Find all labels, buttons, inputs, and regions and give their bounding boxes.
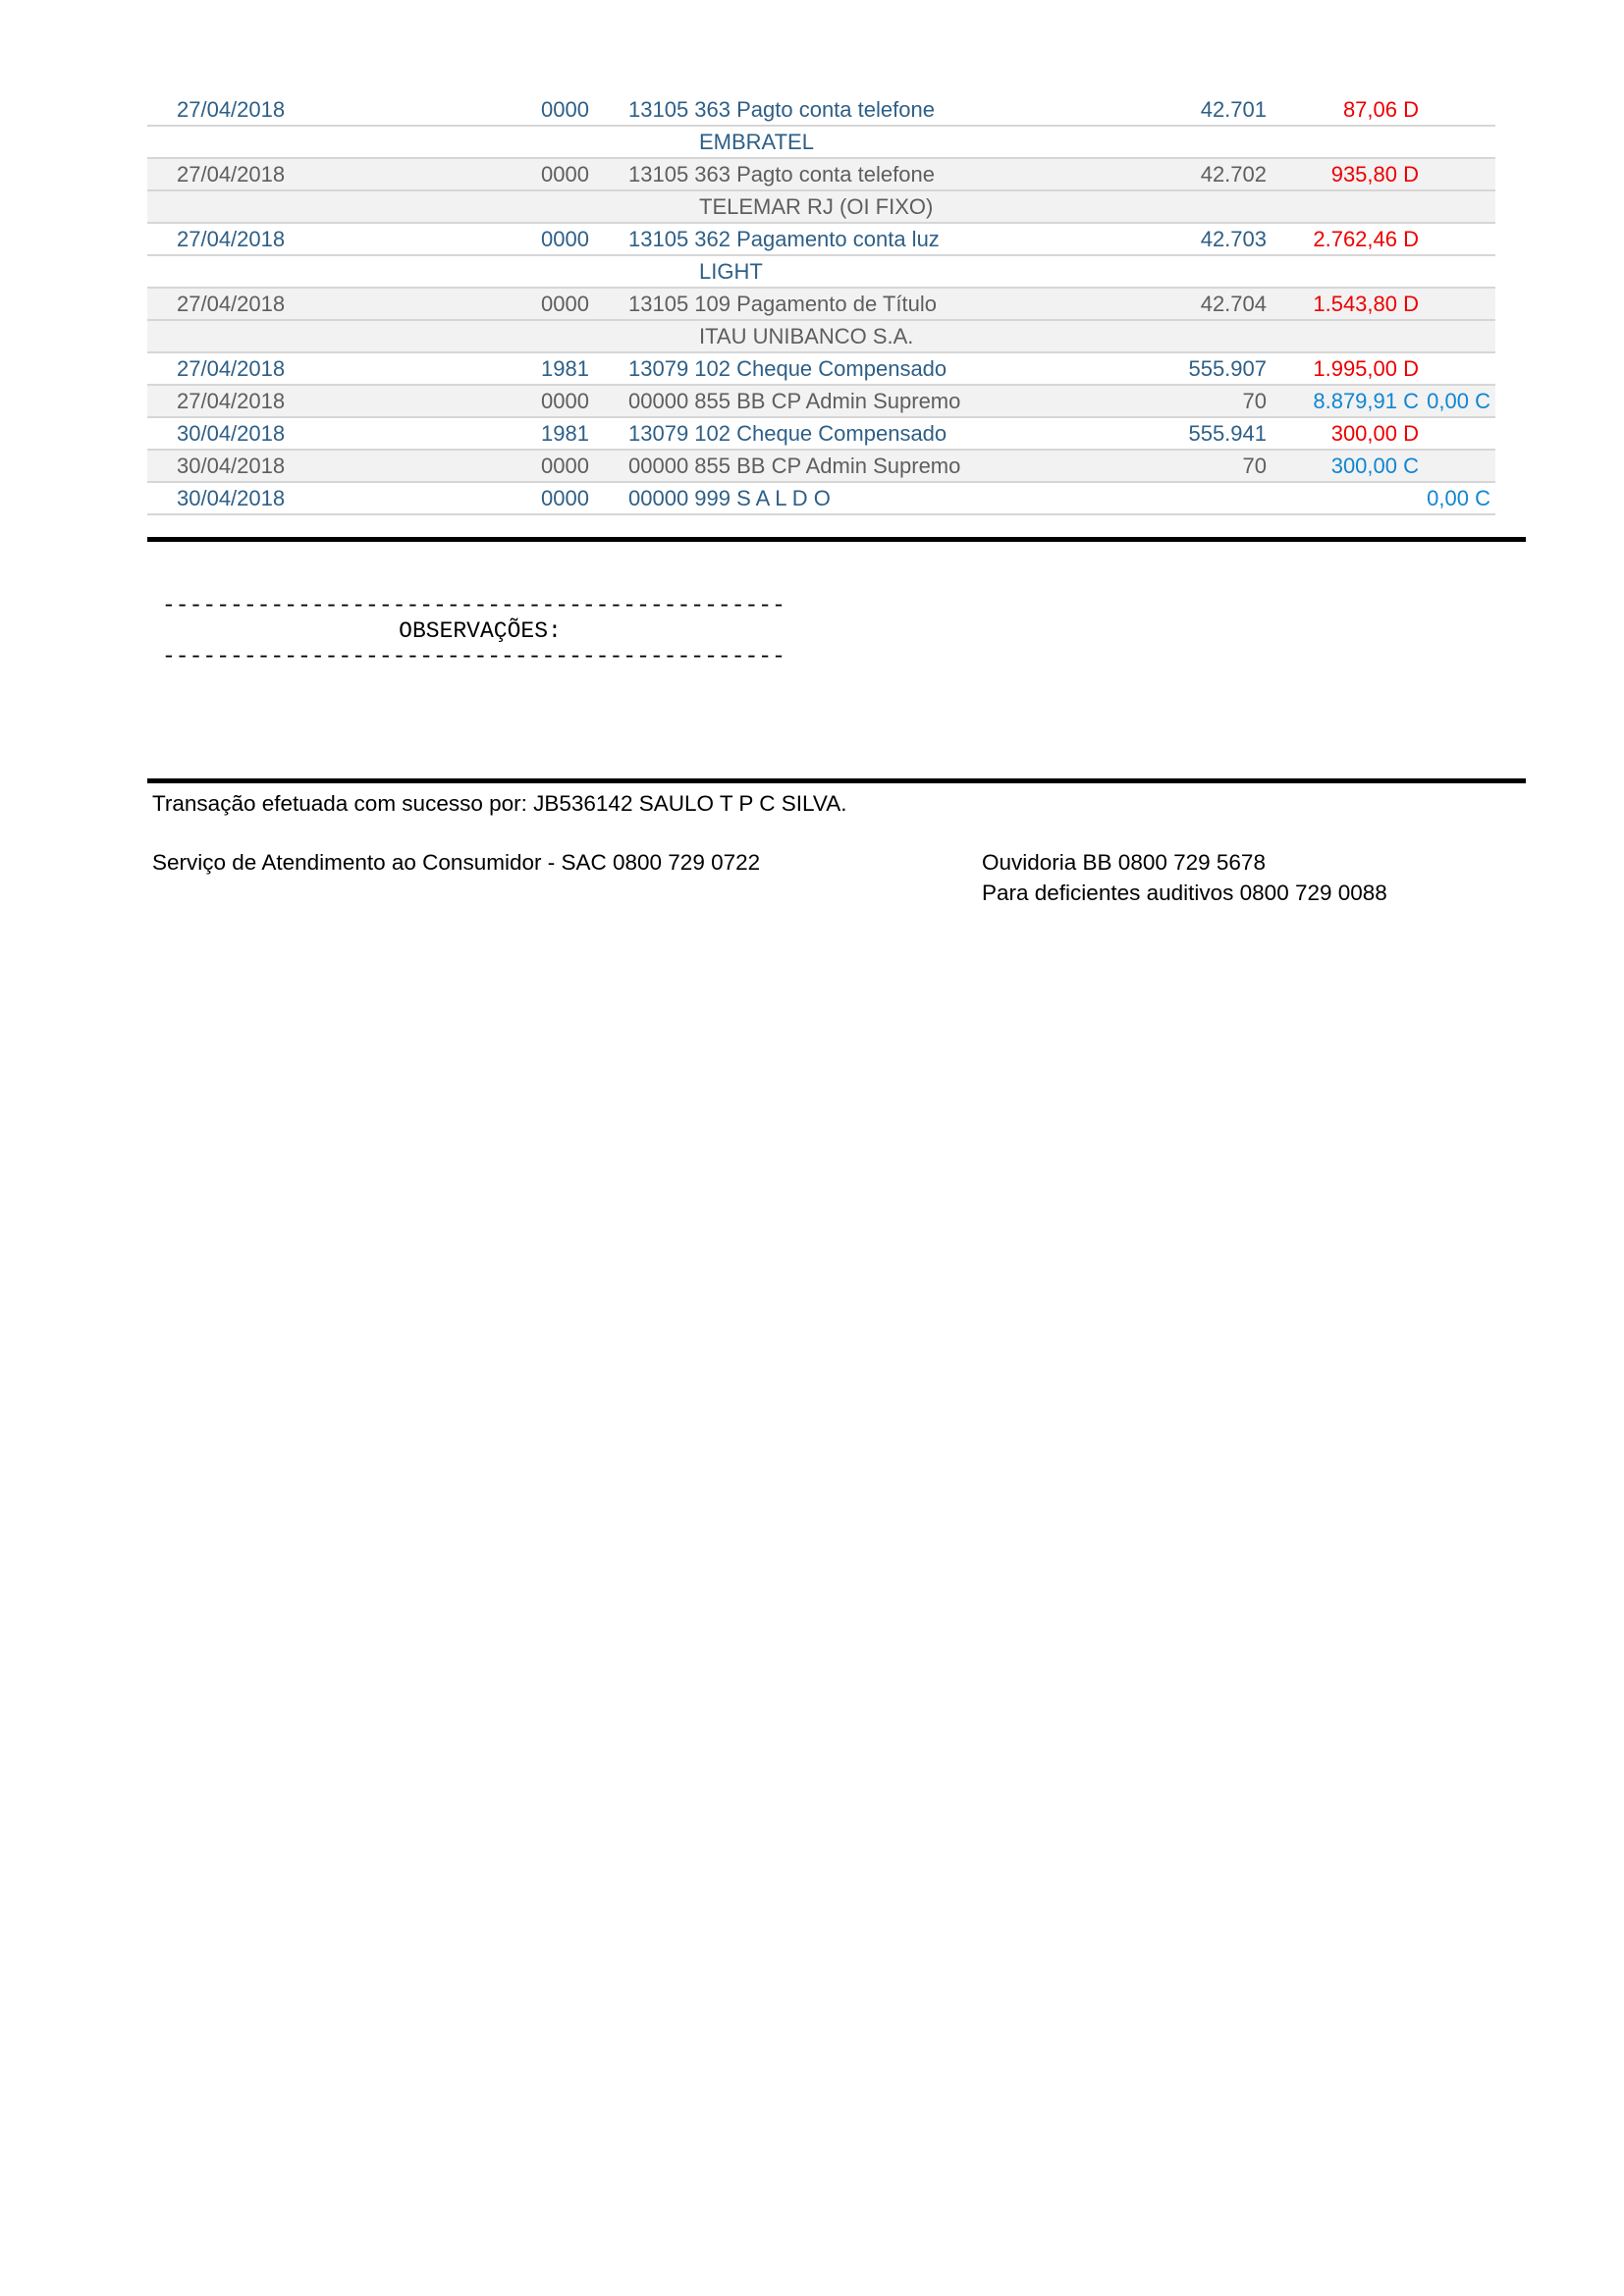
beneficiary-name: EMBRATEL (699, 129, 814, 154)
transaction-row (147, 289, 1495, 321)
transaction-document: 555.941 (1188, 420, 1267, 446)
beneficiary-name: LIGHT (699, 258, 763, 284)
observations-dashed-line-bottom: ---------------------------------------------- (162, 644, 785, 669)
transaction-row (147, 224, 1495, 256)
transaction-description: 00000 855 BB CP Admin Supremo (628, 453, 961, 478)
transaction-description: 13079 102 Cheque Compensado (628, 420, 947, 446)
transaction-document: 42.704 (1200, 291, 1267, 316)
transaction-date: 30/04/2018 (177, 485, 286, 510)
transaction-branch: 0000 (541, 291, 589, 316)
transaction-description: 13105 109 Pagamento de Título (628, 291, 937, 316)
transaction-balance: 0,00 C (1427, 388, 1490, 413)
transaction-value: 2.762,46 D (1313, 226, 1419, 251)
beneficiary-name: ITAU UNIBANCO S.A. (699, 323, 914, 348)
table-bottom-rule (147, 537, 1526, 542)
transaction-detail-row (147, 321, 1495, 353)
transaction-document: 70 (1242, 453, 1267, 478)
transaction-branch: 0000 (541, 485, 589, 510)
transaction-row (147, 94, 1495, 127)
transaction-row (147, 386, 1495, 418)
transaction-value: 935,80 D (1330, 161, 1419, 187)
transaction-date: 27/04/2018 (177, 226, 286, 251)
transaction-branch: 0000 (541, 161, 589, 187)
saldo-row (147, 483, 1495, 515)
ouvidoria-contact-line: Ouvidoria BB 0800 729 5678 (982, 850, 1266, 875)
transaction-date: 27/04/2018 (177, 96, 286, 122)
transaction-value: 300,00 C (1330, 453, 1419, 478)
sac-contact-line: Serviço de Atendimento ao Consumidor - SAC 0800 729 0722 (152, 850, 761, 875)
transaction-branch: 0000 (541, 96, 589, 122)
transaction-branch: 0000 (541, 453, 589, 478)
transaction-document: 42.703 (1200, 226, 1267, 251)
transaction-row (147, 451, 1495, 483)
transaction-value: 87,06 D (1342, 96, 1419, 122)
transaction-description: 13105 363 Pagto conta telefone (628, 161, 935, 187)
transaction-branch: 1981 (541, 355, 589, 381)
observations-dashed-line-top: ---------------------------------------------- (162, 593, 785, 618)
transaction-date: 30/04/2018 (177, 420, 286, 446)
transaction-detail-row (147, 191, 1495, 224)
transaction-description: 13079 102 Cheque Compensado (628, 355, 947, 381)
transaction-date: 27/04/2018 (177, 388, 286, 413)
transaction-value: 300,00 D (1330, 420, 1419, 446)
transaction-date: 27/04/2018 (177, 291, 286, 316)
transaction-branch: 1981 (541, 420, 589, 446)
observations-label: OBSERVAÇÕES: (399, 618, 562, 644)
transaction-document: 42.701 (1200, 96, 1267, 122)
transaction-description: 13105 362 Pagamento conta luz (628, 226, 940, 251)
transaction-success-message: Transação efetuada com sucesso por: JB536142 SAULO T P C SILVA. (152, 791, 847, 816)
transaction-document: 555.907 (1188, 355, 1267, 381)
transaction-value: 1.543,80 D (1313, 291, 1419, 316)
footer-top-rule (147, 778, 1526, 783)
transaction-branch: 0000 (541, 226, 589, 251)
transaction-branch: 0000 (541, 388, 589, 413)
transaction-detail-row (147, 127, 1495, 159)
transaction-row (147, 353, 1495, 386)
transaction-document: 70 (1242, 388, 1267, 413)
observations-section (162, 593, 798, 669)
transaction-description: 00000 855 BB CP Admin Supremo (628, 388, 961, 413)
transactions-table (147, 94, 1495, 515)
saldo-balance: 0,00 C (1427, 485, 1490, 510)
transaction-value: 1.995,00 D (1313, 355, 1419, 381)
transaction-row (147, 418, 1495, 451)
transaction-date: 27/04/2018 (177, 161, 286, 187)
transaction-date: 27/04/2018 (177, 355, 286, 381)
beneficiary-name: TELEMAR RJ (OI FIXO) (699, 193, 934, 219)
transaction-description: 00000 999 S A L D O (628, 485, 831, 510)
transaction-value: 8.879,91 C (1313, 388, 1419, 413)
transaction-document: 42.702 (1200, 161, 1267, 187)
deaf-assistance-line: Para deficientes auditivos 0800 729 0088 (982, 881, 1387, 905)
transaction-row (147, 159, 1495, 191)
transaction-detail-row (147, 256, 1495, 289)
transaction-description: 13105 363 Pagto conta telefone (628, 96, 935, 122)
transaction-date: 30/04/2018 (177, 453, 286, 478)
